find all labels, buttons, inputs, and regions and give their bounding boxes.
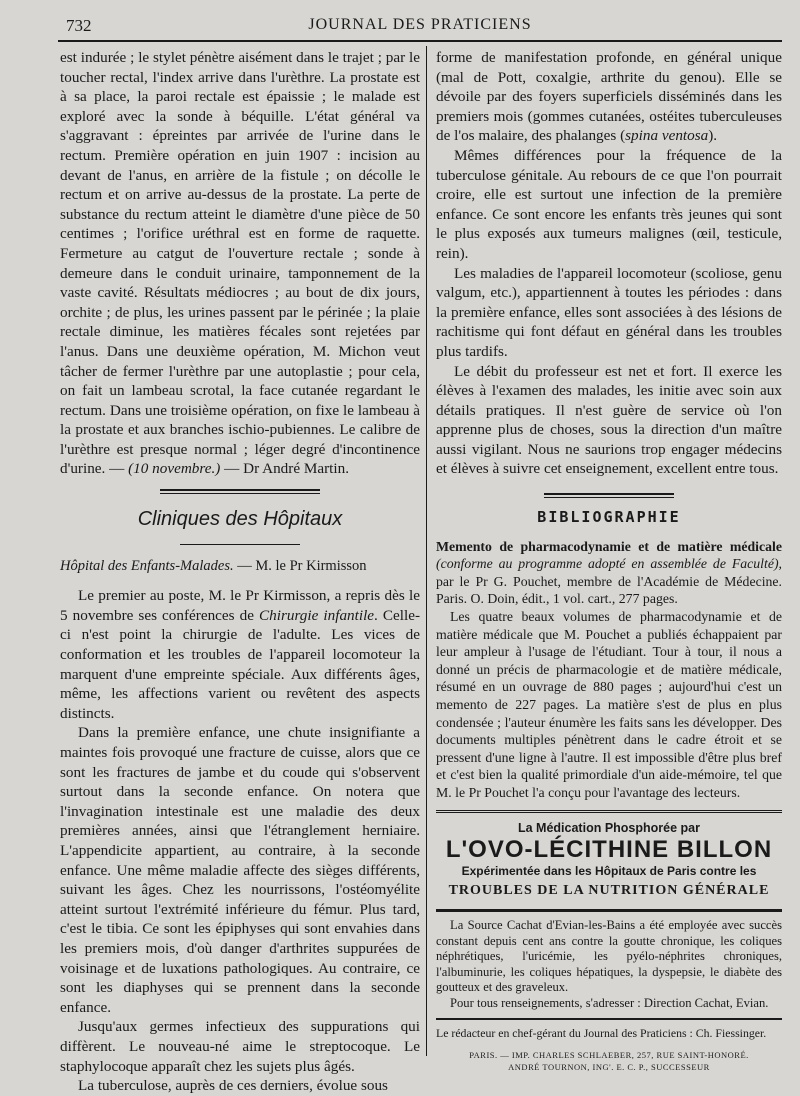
paragraph: Le débit du professeur est net et fort. Il exerce les élèves à l'examen des malades, les initie avec soin aux détails pratiques. Il n'est guère de service où l'on apprenne plus de choses, sous la direction d'un maître aussi vigilant. Nous ne saurions trop engager médecins et élèves à suivre cet enseignement, excellent entre tous. bbox=[436, 362, 782, 478]
paragraph: forme de manifestation profonde, en général unique (mal de Pott, coxalgie, arthrite du genou). Elle se dévoile par des foyers superficiels disséminés dans les premiers mois (gommes cutanées, ostéites tuberculeuses de l'os malaire, des phalanges (spina ventosa). bbox=[436, 49, 782, 145]
imprint: PARIS. — IMP. CHARLES SCHLAEBER, 257, RUE SAINT-HONORÉ. ANDRÉ TOURNON, ING'. E. C. P., SUCCESSEUR bbox=[469, 1050, 749, 1073]
paragraph: La tuberculose, auprès de ces derniers, évolue sous bbox=[78, 1077, 388, 1095]
ad-line: Expérimentée dans les Hôpitaux de Paris contre les bbox=[461, 863, 757, 878]
page-number: 732 bbox=[66, 16, 92, 35]
left-column bbox=[60, 48, 420, 1096]
ad-separator bbox=[436, 909, 782, 912]
ad-line: La Médication Phosphorée par bbox=[518, 820, 700, 835]
paragraph: Mêmes différences pour la fréquence de la tuberculose génitale. Au rebours de ce que l'on pourrait croire, elle est surtout une infection de la première enfance. Ce sont encore les enfants très jeunes qui sont le plus exposés aux tumeurs malignes (œil, testicule, rein). bbox=[436, 146, 782, 262]
paragraph: Dans la première enfance, une chute insignifiante a maintes fois provoqué une fracture de cuisse, alors que ce sont les fractures de jambe et du coude qui s'observent surtout dans la seconde enfance. On notera que l'invagination intestinale est une maladie des deux premières années, ainsi que l'étranglement herniaire. L'appendicite appartient, au contraire, à la seconde enfance. Une même maladie affecte des sièges différents, suivant les âges. Chez les nourrissons, l'ostéomyélite atteint surtout l'extrémité inférieure du fémur. Plus tard, c'est le tibia. Ce sont les épiphyses qui sont envahies dans les premiers mois, d'où danger d'arthrites suppurées de voisinage et de luxations pathologiques. Au contraire, ce sont les diaphyses qui se prennent dans la seconde enfance. bbox=[60, 724, 420, 1016]
section-divider bbox=[544, 493, 674, 498]
page-header bbox=[58, 14, 782, 38]
bibliography-title: BIBLIOGRAPHIE bbox=[537, 508, 681, 527]
paragraph: est indurée ; le stylet pénètre aisément dans le trajet ; par le toucher rectal, l'index arrive dans l'urèthre. La prostate est à sa place, la paroi rectale est épaissie ; le malade est exploré avec la sonde à béquille. L'état général va s'aggravant : épreintes par arrivée de l'urine dans le rectum. Première opération en juin 1907 : incision au devant de l'anus, en arrière de la fistule ; on décolle le rectum et on arrive au-dessus de la prostate. La perte de substance du rectum atteint le diamètre d'une pièce de 50 centimes ; l'orifice uréthral est en forme de raquette. Fermeture au catgut de l'ouverture rectale ; sonde à demeure dans le conduit urinaire, tamponnement de la vaste cavité. Résultats médiocres ; au bout de dix jours, orchite ; de plus, les urines passent par le périnée ; la plaie rectale diminue, les matières fécales sont rejetées par l'anus. Dans une deuxième opération, M. Michon veut tâcher de fermer l'urèthre par une autoplastie ; pour cela, on fait un lambeau scrotal, la face cutanée regardant le rectum. Dans une troisième opération, on fixe le lambeau à la prostate et aux branches ischio-pubiennes. Le calibre de l'urèthre est presque normal ; léger degré d'incontinence d'urine. — (10 novembre.) — Dr André Martin. bbox=[60, 49, 420, 478]
journal-title: JOURNAL DES PRATICIENS bbox=[308, 16, 532, 33]
column-divider bbox=[426, 46, 427, 1056]
section-title: Cliniques des Hôpitaux bbox=[137, 508, 343, 531]
header-rule bbox=[58, 40, 782, 42]
paragraph: Le premier au poste, M. le Pr Kirmisson, a repris dès le 5 novembre ses conférences de Chirurgie infantile. Celle-ci n'est point la chirurgie de l'adulte. Les vices de conformation et les troubles de l'appareil locomoteur la marquent d'une empreinte spéciale. Aux différents âges, même, les affections varient ou revêtent des aspects distincts. bbox=[60, 587, 421, 722]
right-column bbox=[436, 48, 782, 1073]
book-reference: Memento de pharmacodynamie et de matière médicale (conforme au programme adopté en assemblée de Faculté), par le Pr G. Pouchet, membre de l'Académie de Médecine. Paris. O. Doin, édit., 1 vol. cart., 277 pages. bbox=[436, 538, 782, 607]
advertisement bbox=[436, 810, 782, 901]
ad-product-name: L'OVO-LÉCITHINE BILLON bbox=[445, 836, 773, 864]
source-notice: La Source Cachat d'Evian-les-Bains a été employée avec succès constant depuis cent ans contre la goutte chronique, les coliques néphrétiques, l'uricémie, les pyélo-néphrites chroniques, l'albuminurie, les coliques hépatiques, la dyspepsie, le diabète des goutteux et des graveleux. Pour tous renseignements, s'adresser : Direction Cachat, Evian. bbox=[436, 917, 782, 1010]
hospital-heading: Hôpital des Enfants-Malades. — M. le Pr Kirmisson bbox=[60, 557, 367, 574]
editor-line: Le rédacteur en chef-gérant du Journal des Praticiens : Ch. Fiessinger. bbox=[436, 1018, 782, 1044]
ad-line: TROUBLES DE LA NUTRITION GÉNÉRALE bbox=[448, 883, 770, 899]
paragraph: Jusqu'aux germes infectieux des suppurations qui diffèrent. Le nouveau-né aime le streptocoque. Le staphylocoque apparaît chez les sujets plus âgés. bbox=[60, 1018, 420, 1075]
paragraph: Les maladies de l'appareil locomoteur (scoliose, genu valgum, etc.), appartiennent à toutes les périodes : dans la première enfance, elles sont associées à des lésions de rachitisme qui font défaut en général dans les troubles plus tardifs. bbox=[436, 264, 782, 360]
title-rule bbox=[180, 544, 300, 545]
book-review: Les quatre beaux volumes de pharmacodynamie et de matière médicale que M. Pouchet a publiés échappaient par leur ampleur à l'usage de l'étudiant. Tour à tour, il nous a donné un précis de pharmacologie et de matière médicale, résumé en un ouvrage de 880 pages ; aujourd'hui c'est un memento de 227 pages. La matière s'est de plus en plus condensée ; l'auteur énumère les faits sans les développer. Des documents multiples pénètrent dans le cadre étroit et se pressent d'une ligne à l'autre. Il est impossible d'être plus bref et c'est bien la qualité primordiale d'un aide-mémoire, tel que M. le Pr Pouchet l'a conçu pour l'avantage des lecteurs. bbox=[436, 609, 782, 800]
section-divider bbox=[160, 489, 320, 494]
